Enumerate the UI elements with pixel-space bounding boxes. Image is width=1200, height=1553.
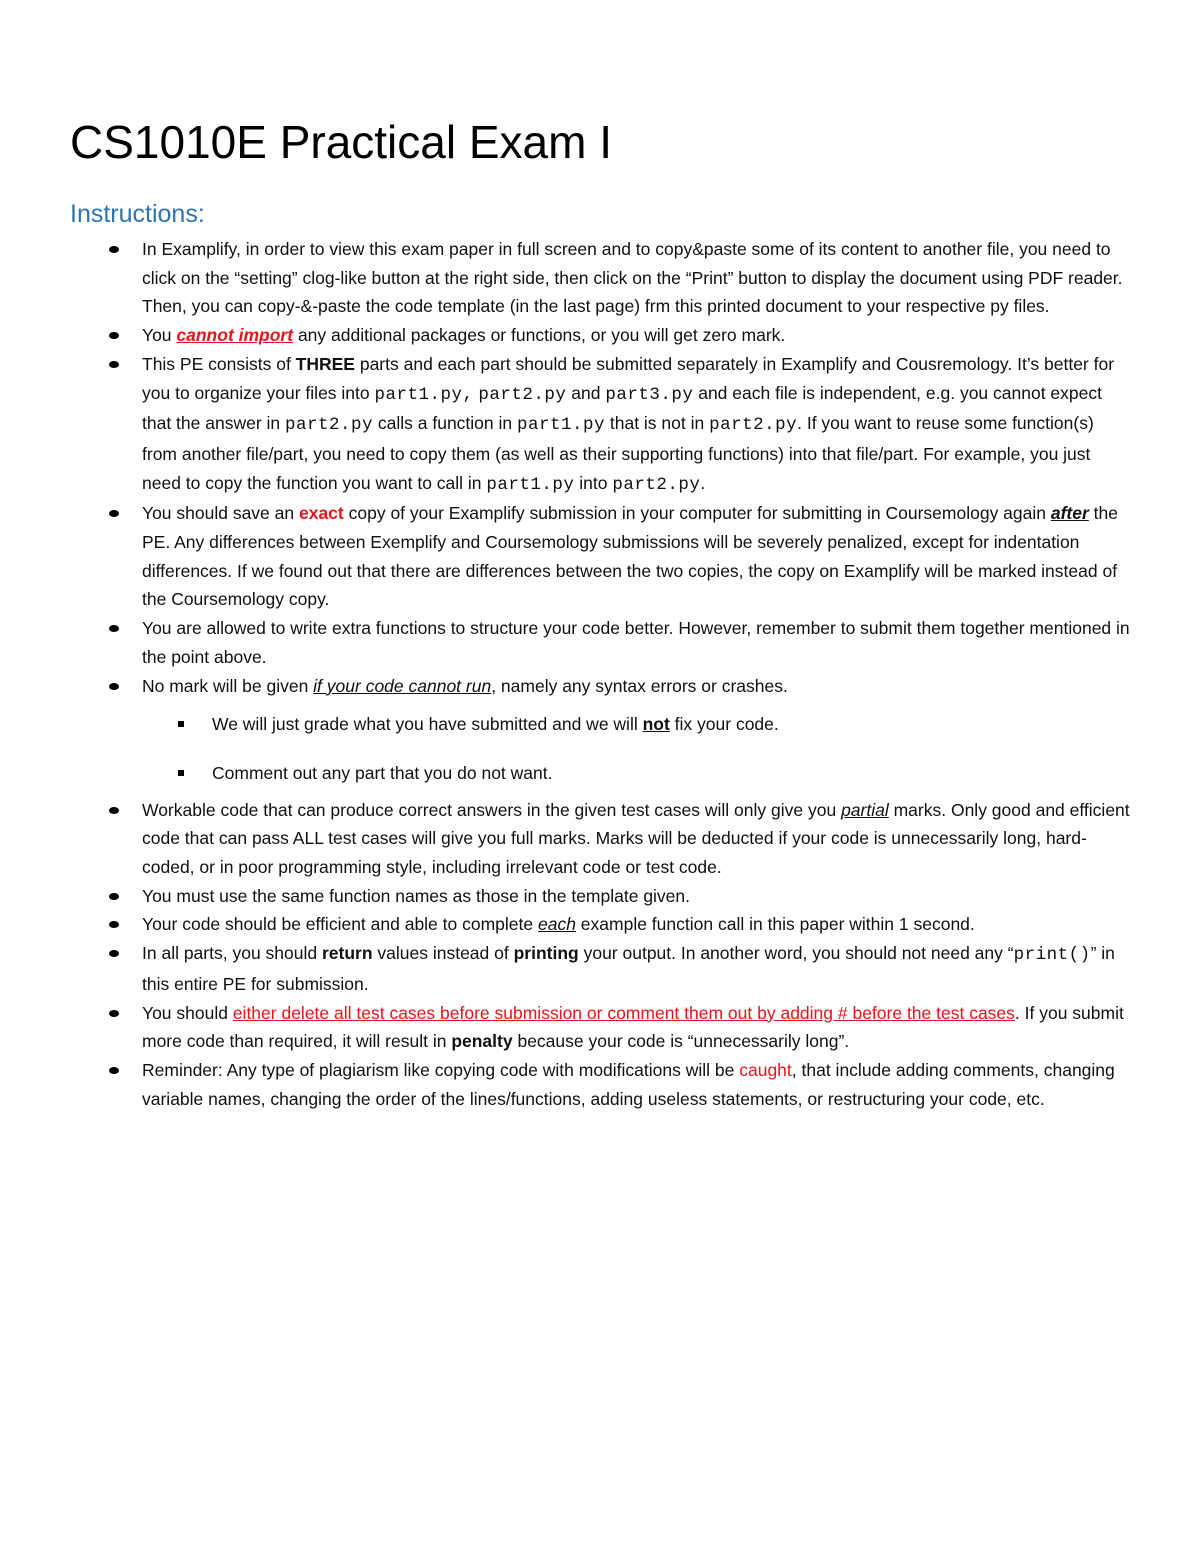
list-item — [0, 910, 1132, 939]
instruction-text: , namely any syntax errors or crashes. — [491, 675, 788, 696]
emphasis-delete-test-cases: either delete all test cases before submission or comment them out by adding # before the test cases — [232, 1002, 1015, 1023]
square-bullet-icon — [178, 721, 184, 727]
emphasis-exact: exact — [298, 503, 344, 524]
list-item — [0, 614, 1132, 671]
code-filename: part1.py — [516, 415, 605, 436]
bullet-icon — [109, 1010, 119, 1017]
emphasis-not: not — [642, 714, 670, 735]
bullet-icon — [109, 332, 119, 339]
bullet-icon — [109, 921, 119, 928]
emphasis-penalty: penalty — [451, 1031, 513, 1052]
instruction-text: No mark will be given — [142, 675, 314, 696]
bullet-icon — [109, 246, 119, 253]
list-item — [0, 350, 1132, 500]
instruction-text: Workable code that can produce correct answers in the given test cases will only give you — [142, 799, 842, 820]
instruction-text: example function call in this paper within 1 second. — [575, 914, 975, 935]
instruction-text: . — [700, 472, 706, 493]
instruction-text: and each file is independent, e.g. you cannot expect that the answer in — [142, 382, 1102, 434]
instruction-text: In Examplify, in order to view this exam paper in full screen and to copy&paste some of its content to another file, you need to click on the “setting” clog-like button at the right side, then click on the “Print” button to display the document using PDF reader. Then, you can copy-&-paste the code template (in the last page) frm this printed document to your respective py files. — [142, 239, 1123, 317]
instruction-text: Reminder: Any type of plagiarism like copying code with modifications will be — [142, 1059, 740, 1080]
bullet-icon — [109, 1067, 119, 1074]
instruction-text: . If you submit more code than required, it will result in — [142, 1002, 1124, 1052]
bullet-icon — [109, 950, 119, 957]
instruction-text: , that include adding comments, changing variable names, changing the order of the lines/functions, adding useless statements, or restructuring your code, etc. — [142, 1059, 1115, 1109]
code-filename: part1.py, — [374, 384, 474, 405]
list-item — [0, 499, 1132, 614]
emphasis-after: after — [1050, 503, 1089, 524]
bullet-icon — [109, 361, 119, 368]
page-title: CS1010E Practical Exam I — [70, 116, 613, 168]
instruction-text: You — [142, 325, 177, 346]
emphasis-return: return — [321, 943, 373, 964]
emphasis-each: each — [537, 914, 576, 935]
code-filename: part2.py — [285, 415, 374, 436]
code-filename: part2.py — [478, 384, 567, 405]
instruction-text: parts and each part should be submitted separately in Examplify and Cousremology. It’s better for you to organize your files into — [142, 353, 1115, 403]
list-item — [0, 796, 1132, 882]
instructions-list — [0, 235, 1200, 1113]
instruction-text: . If you want to reuse some function(s) from another file/part, you need to copy them (as well as their supporting functions) into that file/part. For example, you just need to copy the function you want to call in — [142, 413, 1094, 493]
instruction-text: calls a function in — [373, 413, 517, 434]
emphasis-caught: caught — [739, 1059, 792, 1080]
emphasis-partial: partial — [841, 799, 889, 820]
list-item — [0, 1056, 1132, 1113]
instruction-text: This PE consists of — [142, 353, 296, 374]
list-item — [0, 939, 1132, 998]
sub-list-item — [0, 710, 1132, 739]
emphasis-cannot-run: if your code cannot run — [313, 675, 492, 696]
list-item — [0, 672, 1132, 701]
list-item — [0, 999, 1132, 1056]
code-filename: part3.py — [605, 384, 694, 405]
instruction-text: that is not in — [605, 413, 710, 434]
instruction-text: into — [574, 472, 613, 493]
instruction-text: In all parts, you should — [142, 943, 322, 964]
bullet-icon — [109, 510, 119, 517]
instruction-text: any additional packages or functions, or you will get zero mark. — [293, 325, 786, 346]
instruction-text: Your code should be efficient and able to complete — [142, 914, 538, 935]
emphasis-printing: printing — [513, 943, 579, 964]
bullet-icon — [109, 625, 119, 632]
code-filename: part2.py — [709, 415, 798, 436]
instruction-text: You must use the same function names as those in the template given. — [142, 885, 691, 906]
instruction-text: You should save an — [142, 503, 299, 524]
instruction-text: the PE. Any differences between Exemplify and Coursemology submissions will be severely penalized, except for indentation differences. If we found out that there are differences between the two copies, the copy on Examplify will be marked instead of the Coursemology copy. — [142, 503, 1119, 610]
instruction-text: We will just grade what you have submitted and we will — [212, 714, 643, 735]
list-item — [0, 321, 1132, 350]
instructions-heading: Instructions: — [70, 200, 205, 228]
instruction-text: You are allowed to write extra functions to structure your code better. However, remember to submit them together mentioned in the point above. — [142, 618, 1130, 667]
instruction-text: your output. In another word, you should not need any “ — [578, 943, 1014, 964]
list-item — [0, 235, 1132, 321]
bullet-icon — [109, 893, 119, 900]
code-filename: part2.py — [612, 474, 701, 495]
instruction-text: fix your code. — [669, 714, 779, 735]
instruction-text: ” in this entire PE for submission. — [142, 943, 1115, 994]
instruction-text: values instead of — [372, 943, 514, 964]
instruction-text: marks. Only good and efficient code that can pass ALL test cases will give you full marks. Marks will be deducted if your code is unnecessarily long, hard-coded, or in poor programming style, including irrelevant code or test code. — [142, 799, 1130, 878]
square-bullet-icon — [178, 770, 184, 776]
emphasis-three: THREE — [295, 353, 355, 374]
code-print: print() — [1013, 945, 1091, 966]
instruction-text: Comment out any part that you do not want. — [212, 762, 553, 783]
instruction-text: You should — [142, 1002, 233, 1023]
sub-list-item — [0, 759, 1132, 788]
instruction-text: and — [566, 382, 606, 403]
instruction-text: copy of your Examplify submission in your computer for submitting in Coursemology again — [343, 503, 1051, 524]
bullet-icon — [109, 683, 119, 690]
list-item — [0, 882, 1132, 911]
code-filename: part1.py — [486, 474, 575, 495]
instruction-text: because your code is “unnecessarily long”. — [512, 1031, 850, 1052]
bullet-icon — [109, 807, 119, 814]
emphasis-cannot-import: cannot import — [176, 325, 294, 346]
